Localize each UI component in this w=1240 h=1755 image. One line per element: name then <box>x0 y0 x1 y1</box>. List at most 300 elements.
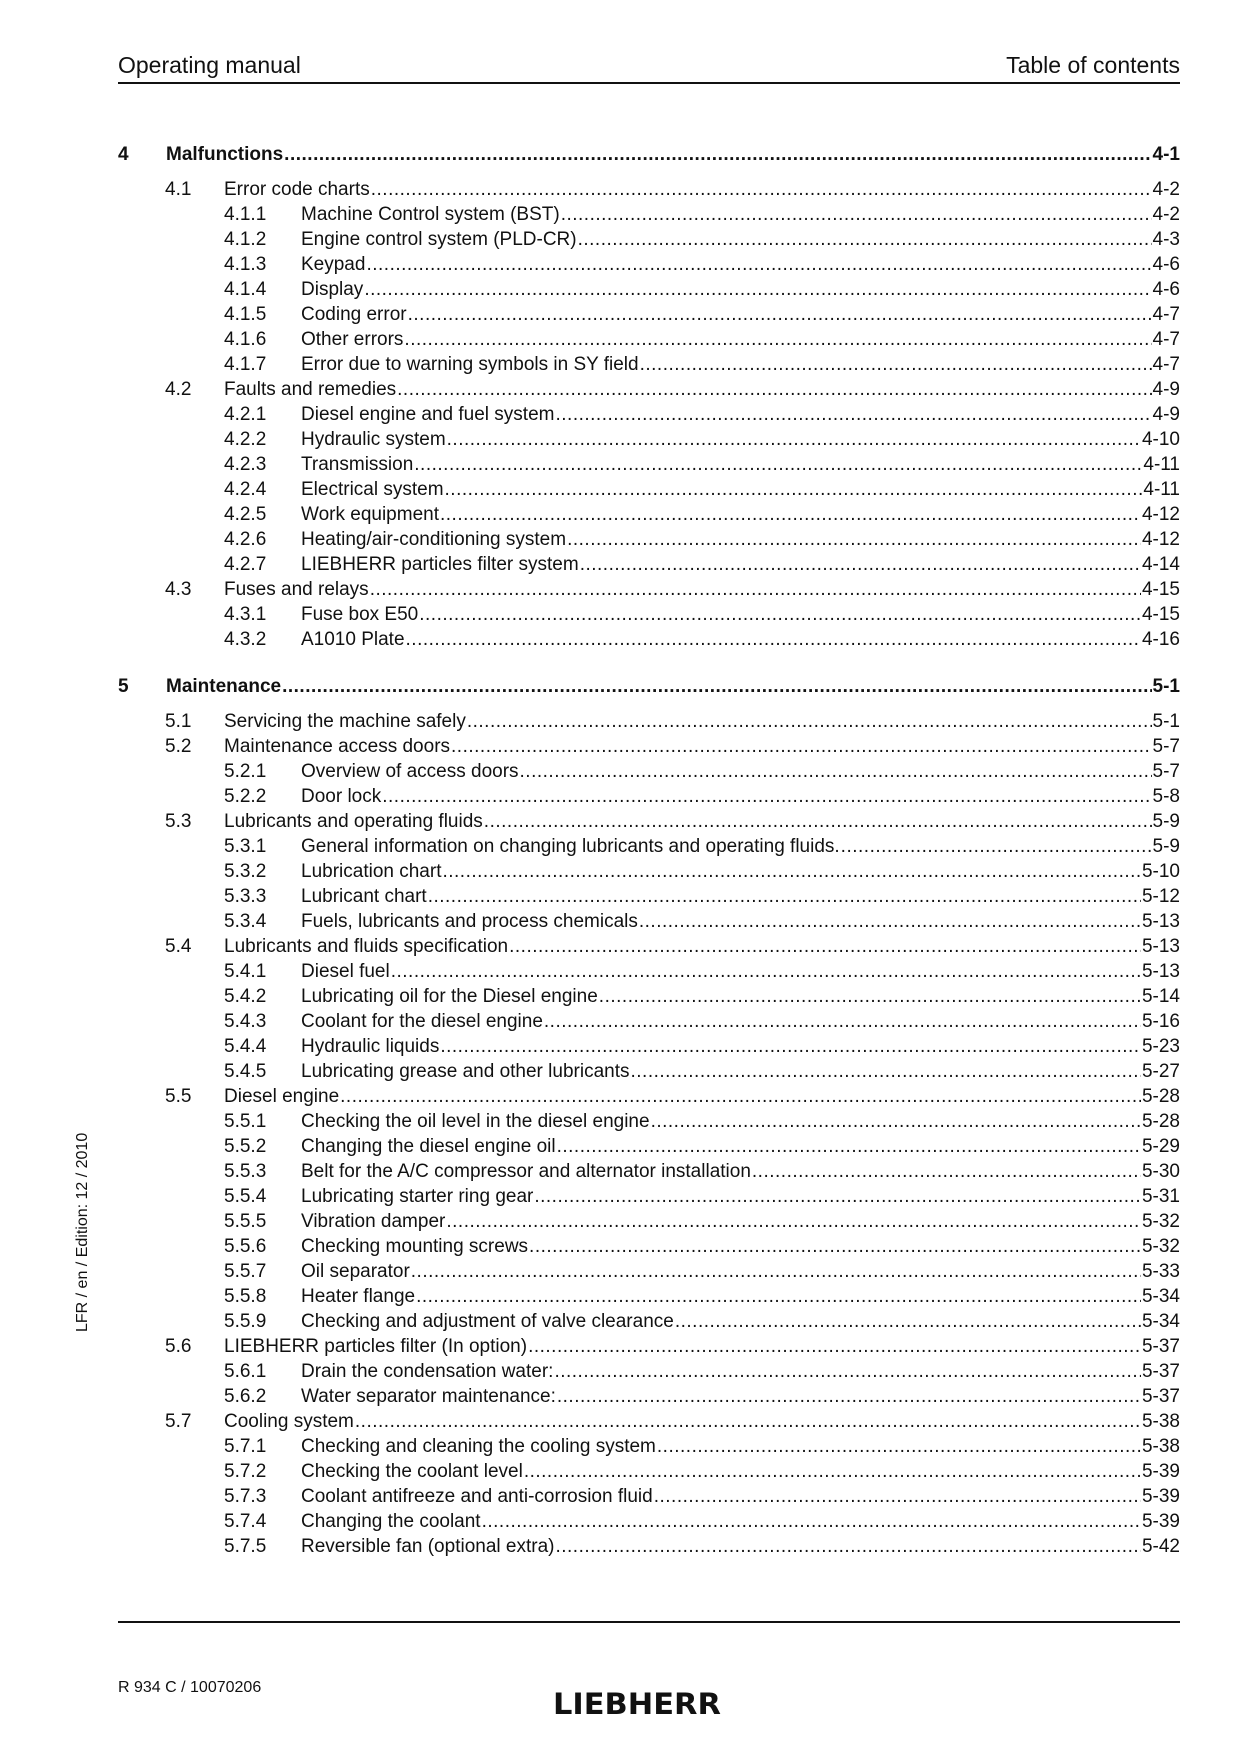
dot-leader <box>630 1059 1140 1084</box>
toc-subsection[interactable] <box>118 1459 1180 1484</box>
entry-label-row <box>301 884 1180 909</box>
chapter-page: 5-1 <box>1152 676 1180 697</box>
toc-subsection[interactable] <box>118 302 1180 327</box>
dot-leader <box>440 1034 1141 1059</box>
entry-number: 4.1 <box>165 179 192 200</box>
manual-title: Operating manual <box>118 52 301 78</box>
entry-page: 4-15 <box>1141 579 1180 600</box>
chapter-page: 4-1 <box>1152 144 1180 165</box>
entry-number: 5.5.5 <box>224 1211 267 1232</box>
entry-label-row <box>301 1184 1180 1209</box>
toc-subsection[interactable] <box>118 227 1180 252</box>
entry-page: 5-9 <box>1152 811 1180 832</box>
entry-number: 5.5.2 <box>224 1136 267 1157</box>
toc-subsection[interactable] <box>118 1359 1180 1384</box>
entry-label-row <box>224 377 1180 402</box>
toc-section[interactable] <box>118 1084 1180 1109</box>
entry-page: 5-37 <box>1141 1361 1180 1382</box>
dot-leader <box>419 602 1141 627</box>
dot-leader <box>404 327 1151 352</box>
dot-leader <box>555 1534 1141 1559</box>
entry-number: 4.3.1 <box>224 604 267 625</box>
entry-page: 4-15 <box>1141 604 1180 625</box>
entry-number: 4.2.2 <box>224 429 267 450</box>
toc-subsection[interactable] <box>118 834 1180 859</box>
entry-page: 5-7 <box>1152 761 1180 782</box>
entry-label-row <box>301 402 1180 427</box>
entry-page: 4-12 <box>1141 504 1180 525</box>
entry-title: Fuses and relays <box>224 579 369 600</box>
dot-leader <box>416 1284 1141 1309</box>
entry-label-row <box>301 627 1180 652</box>
entry-label-row <box>301 527 1180 552</box>
toc-subsection[interactable] <box>118 527 1180 552</box>
entry-label-row <box>224 709 1180 734</box>
dot-leader <box>371 177 1152 202</box>
entry-label-row <box>224 1409 1180 1434</box>
chapter-number: 5 <box>118 676 129 697</box>
entry-title: Keypad <box>301 254 366 275</box>
entry-label-row <box>301 502 1180 527</box>
toc-section[interactable] <box>118 177 1180 202</box>
document-id: R 934 C / 10070206 <box>118 1679 262 1696</box>
entry-label-row <box>301 1059 1180 1084</box>
dot-leader <box>445 477 1143 502</box>
dot-leader <box>528 1334 1141 1359</box>
entry-number: 5.6 <box>165 1336 192 1357</box>
entry-page: 5-28 <box>1141 1086 1180 1107</box>
dot-leader <box>599 984 1141 1009</box>
toc-subsection[interactable] <box>118 859 1180 884</box>
entry-label-row <box>301 452 1180 477</box>
entry-page: 5-38 <box>1141 1436 1180 1457</box>
entry-number: 4.2.1 <box>224 404 267 425</box>
dot-leader <box>484 809 1152 834</box>
entry-number: 4.2.4 <box>224 479 267 500</box>
dot-leader <box>451 734 1152 759</box>
entry-title: Door lock <box>301 786 382 807</box>
entry-page: 4-14 <box>1141 554 1180 575</box>
entry-page: 5-13 <box>1141 961 1180 982</box>
entry-label-row <box>301 1109 1180 1134</box>
toc-subsection[interactable] <box>118 1009 1180 1034</box>
toc-subsection[interactable] <box>118 202 1180 227</box>
toc-subsection[interactable] <box>118 252 1180 277</box>
entry-label-row <box>301 984 1180 1009</box>
entry-number: 5.5.4 <box>224 1186 267 1207</box>
dot-leader <box>482 1509 1141 1534</box>
toc-subsection[interactable] <box>118 427 1180 452</box>
dot-leader <box>752 1159 1141 1184</box>
toc-section[interactable] <box>118 577 1180 602</box>
entry-page: 4-11 <box>1143 454 1180 475</box>
entry-page: 5-12 <box>1141 886 1180 907</box>
entry-number: 5.4.2 <box>224 986 267 1007</box>
dot-leader <box>557 1384 1141 1409</box>
entry-title: Fuse box E50 <box>301 604 419 625</box>
entry-label-row <box>301 1484 1180 1509</box>
entry-page: 5-34 <box>1141 1286 1180 1307</box>
entry-page: 4-16 <box>1141 629 1180 650</box>
entry-number: 5.4.1 <box>224 961 267 982</box>
toc-subsection[interactable] <box>118 1159 1180 1184</box>
entry-number: 5.5.9 <box>224 1311 267 1332</box>
entry-number: 5.5.8 <box>224 1286 267 1307</box>
entry-page: 5-37 <box>1141 1336 1180 1357</box>
entry-title: Coolant antifreeze and anti-corrosion fluid <box>301 1486 653 1507</box>
toc-subsection[interactable] <box>118 884 1180 909</box>
entry-number: 5.7.1 <box>224 1436 267 1457</box>
toc-section[interactable] <box>118 1334 1180 1359</box>
dot-leader <box>408 302 1152 327</box>
entry-page: 5-8 <box>1152 786 1180 807</box>
entry-title: Drain the condensation water: <box>301 1361 554 1382</box>
toc-subsection[interactable] <box>118 1134 1180 1159</box>
entry-label-row <box>301 1209 1180 1234</box>
toc-subsection[interactable] <box>118 627 1180 652</box>
entry-label-row <box>224 934 1180 959</box>
toc-section[interactable] <box>118 934 1180 959</box>
entry-number: 4.1.3 <box>224 254 267 275</box>
entry-page: 5-29 <box>1141 1136 1180 1157</box>
entry-page: 5-28 <box>1141 1111 1180 1132</box>
toc-subsection[interactable] <box>118 502 1180 527</box>
entry-number: 4.2.3 <box>224 454 267 475</box>
entry-title: Diesel engine <box>224 1086 340 1107</box>
entry-title: LIEBHERR particles filter (In option) <box>224 1336 528 1357</box>
dot-leader <box>397 377 1151 402</box>
toc-subsection[interactable] <box>118 1234 1180 1259</box>
toc-subsection[interactable] <box>118 602 1180 627</box>
entry-title: Checking the coolant level <box>301 1461 523 1482</box>
liebherr-logo: LIEBHERR <box>553 1687 721 1721</box>
entry-page: 5-32 <box>1141 1211 1180 1232</box>
dot-leader <box>442 859 1141 884</box>
toc-subsection[interactable] <box>118 327 1180 352</box>
entry-number: 5.2.1 <box>224 761 267 782</box>
entry-title: Transmission <box>301 454 414 475</box>
toc-subsection[interactable] <box>118 277 1180 302</box>
dot-leader <box>578 227 1152 252</box>
entry-page: 5-13 <box>1141 911 1180 932</box>
dot-leader <box>534 1184 1141 1209</box>
entry-label-row <box>301 1034 1180 1059</box>
entry-number: 5.4 <box>165 936 192 957</box>
entry-page: 5-39 <box>1141 1511 1180 1532</box>
entry-title: Coolant for the diesel engine <box>301 1011 543 1032</box>
entry-page: 5-42 <box>1141 1536 1180 1557</box>
entry-number: 5.7.2 <box>224 1461 267 1482</box>
entry-page: 5-16 <box>1141 1011 1180 1032</box>
entry-number: 4.2.6 <box>224 529 267 550</box>
entry-label-row <box>301 959 1180 984</box>
toc-chapter[interactable] <box>118 142 1180 167</box>
entry-number: 4.3 <box>165 579 192 600</box>
entry-label-row <box>301 759 1180 784</box>
entry-page: 5-30 <box>1141 1161 1180 1182</box>
dot-leader <box>382 784 1151 809</box>
entry-title: Checking the oil level in the diesel engine <box>301 1111 650 1132</box>
dot-leader <box>364 277 1151 302</box>
footer-divider <box>118 1621 1180 1623</box>
dot-leader <box>639 909 1141 934</box>
dot-leader <box>355 1409 1141 1434</box>
dot-leader <box>340 1084 1141 1109</box>
entry-label-row <box>301 1459 1180 1484</box>
toc-section[interactable] <box>118 377 1180 402</box>
entry-title: Reversible fan (optional extra) <box>301 1536 555 1557</box>
toc-subsection[interactable] <box>118 1509 1180 1534</box>
dot-leader <box>391 959 1141 984</box>
entry-label-row <box>301 1359 1180 1384</box>
toc-subsection[interactable] <box>118 1109 1180 1134</box>
toc-subsection[interactable] <box>118 784 1180 809</box>
toc-subsection[interactable] <box>118 1384 1180 1409</box>
entry-title: Other errors <box>301 329 404 350</box>
entry-number: 4.3.2 <box>224 629 267 650</box>
entry-label-row <box>301 552 1180 577</box>
entry-label-row <box>301 1134 1180 1159</box>
entry-page: 4-9 <box>1152 404 1180 425</box>
dot-leader <box>440 502 1141 527</box>
entry-page: 4-6 <box>1152 279 1180 300</box>
table-of-contents <box>118 142 1180 1559</box>
entry-title: Servicing the machine safely <box>224 711 466 732</box>
entry-title: Water separator maintenance: <box>301 1386 556 1407</box>
dot-leader <box>414 452 1142 477</box>
entry-label-row <box>301 1159 1180 1184</box>
entry-label-row <box>301 1009 1180 1034</box>
toc-subsection[interactable] <box>118 1484 1180 1509</box>
entry-title: Oil separator <box>301 1261 410 1282</box>
toc-subsection[interactable] <box>118 452 1180 477</box>
entry-page: 5-39 <box>1141 1486 1180 1507</box>
dot-leader <box>411 1259 1141 1284</box>
toc-subsection[interactable] <box>118 477 1180 502</box>
entry-label-row <box>301 202 1180 227</box>
entry-number: 5.3 <box>165 811 192 832</box>
entry-title: Heater flange <box>301 1286 416 1307</box>
toc-subsection[interactable] <box>118 552 1180 577</box>
entry-number: 4.2.7 <box>224 554 267 575</box>
toc-subsection[interactable] <box>118 1034 1180 1059</box>
entry-title: LIEBHERR particles filter system <box>301 554 579 575</box>
dot-leader <box>555 402 1151 427</box>
entry-number: 5.3.1 <box>224 836 267 857</box>
entry-page: 4-3 <box>1152 229 1180 250</box>
entry-number: 4.2.5 <box>224 504 267 525</box>
dot-leader <box>567 527 1141 552</box>
entry-number: 5.1 <box>165 711 192 732</box>
entry-title: Machine Control system (BST) <box>301 204 560 225</box>
entry-title: Diesel engine and fuel system <box>301 404 555 425</box>
entry-label-row <box>224 1084 1180 1109</box>
toc-subsection[interactable] <box>118 1309 1180 1334</box>
toc-section[interactable] <box>118 809 1180 834</box>
entry-label-row <box>224 577 1180 602</box>
dot-leader <box>529 1234 1141 1259</box>
page-header <box>118 52 1180 84</box>
dot-leader <box>657 1434 1141 1459</box>
dot-leader <box>544 1009 1141 1034</box>
entry-number: 5.5.1 <box>224 1111 267 1132</box>
dot-leader <box>509 934 1141 959</box>
toc-subsection[interactable] <box>118 1184 1180 1209</box>
entry-number: 5.4.5 <box>224 1061 267 1082</box>
entry-label-row <box>224 734 1180 759</box>
entry-title: Hydraulic liquids <box>301 1036 440 1057</box>
entry-number: 5.2.2 <box>224 786 267 807</box>
entry-label-row <box>301 352 1180 377</box>
dot-leader <box>366 252 1151 277</box>
toc-section[interactable] <box>118 1409 1180 1434</box>
dot-leader <box>561 202 1152 227</box>
toc-subsection[interactable] <box>118 1534 1180 1559</box>
entry-label-row <box>301 1434 1180 1459</box>
entry-title: Checking mounting screws <box>301 1236 529 1257</box>
entry-label-row <box>301 327 1180 352</box>
entry-page: 5-27 <box>1141 1061 1180 1082</box>
entry-number: 5.3.3 <box>224 886 267 907</box>
entry-title: Error due to warning symbols in SY field <box>301 354 639 375</box>
dot-leader <box>467 709 1152 734</box>
entry-title: Faults and remedies <box>224 379 397 400</box>
entry-label-row <box>301 227 1180 252</box>
entry-number: 4.1.2 <box>224 229 267 250</box>
entry-title: Overview of access doors <box>301 761 519 782</box>
entry-number: 5.5.7 <box>224 1261 267 1282</box>
entry-page: 5-38 <box>1141 1411 1180 1432</box>
entry-title: Display <box>301 279 364 300</box>
entry-title: Lubricating oil for the Diesel engine <box>301 986 598 1007</box>
entry-number: 4.1.1 <box>224 204 267 225</box>
entry-label-row <box>224 177 1180 202</box>
chapter-title: Malfunctions <box>166 144 284 165</box>
dot-leader <box>406 627 1141 652</box>
entry-page: 5-1 <box>1152 711 1180 732</box>
entry-label-row <box>301 1309 1180 1334</box>
entry-label-row <box>301 1259 1180 1284</box>
dot-leader <box>554 1359 1141 1384</box>
entry-number: 4.1.7 <box>224 354 267 375</box>
entry-label-row <box>224 809 1180 834</box>
entry-label-row <box>301 1234 1180 1259</box>
entry-title: Work equipment <box>301 504 439 525</box>
entry-page: 4-7 <box>1152 329 1180 350</box>
entry-number: 4.1.6 <box>224 329 267 350</box>
toc-subsection[interactable] <box>118 959 1180 984</box>
entry-number: 4.2 <box>165 379 192 400</box>
entry-label-row <box>301 602 1180 627</box>
entry-number: 4.1.4 <box>224 279 267 300</box>
entry-label-row <box>301 859 1180 884</box>
entry-number: 5.3.2 <box>224 861 267 882</box>
entry-number: 5.7.4 <box>224 1511 267 1532</box>
entry-title: Heating/air-conditioning system <box>301 529 567 550</box>
chapter-label-row <box>166 142 1180 167</box>
chapter-label-row <box>166 674 1180 699</box>
toc-subsection[interactable] <box>118 1284 1180 1309</box>
dot-leader <box>428 884 1141 909</box>
dot-leader <box>654 1484 1141 1509</box>
entry-number: 5.7.5 <box>224 1536 267 1557</box>
edition-note: LFR / en / Edition: 12 / 2010 <box>74 1132 91 1332</box>
entry-page: 4-11 <box>1143 479 1180 500</box>
entry-title: Lubricants and fluids specification <box>224 936 509 957</box>
entry-page: 5-34 <box>1141 1311 1180 1332</box>
entry-title: Belt for the A/C compressor and alternator installation <box>301 1161 751 1182</box>
toc-subsection[interactable] <box>118 909 1180 934</box>
entry-title: Cooling system <box>224 1411 354 1432</box>
entry-page: 5-9 <box>1152 836 1180 857</box>
entry-page: 4-7 <box>1152 354 1180 375</box>
dot-leader <box>640 352 1152 377</box>
entry-label-row <box>301 909 1180 934</box>
section-title: Table of contents <box>1006 52 1180 78</box>
entry-page: 4-2 <box>1152 179 1180 200</box>
entry-title: Changing the diesel engine oil <box>301 1136 556 1157</box>
entry-page: 4-9 <box>1152 379 1180 400</box>
toc-subsection[interactable] <box>118 1259 1180 1284</box>
toc-subsection[interactable] <box>118 1434 1180 1459</box>
entry-number: 5.4.3 <box>224 1011 267 1032</box>
dot-leader <box>841 834 1152 859</box>
entry-page: 5-33 <box>1141 1261 1180 1282</box>
chapter-title: Maintenance <box>166 676 282 697</box>
entry-page: 5-7 <box>1152 736 1180 757</box>
entry-title: Lubrication chart <box>301 861 442 882</box>
entry-title: Checking and adjustment of valve clearance <box>301 1311 674 1332</box>
dot-leader <box>524 1459 1141 1484</box>
chapter-number: 4 <box>118 144 129 165</box>
entry-page: 4-10 <box>1141 429 1180 450</box>
entry-number: 5.5.3 <box>224 1161 267 1182</box>
entry-page: 5-23 <box>1141 1036 1180 1057</box>
entry-page: 5-31 <box>1141 1186 1180 1207</box>
entry-label-row <box>301 834 1180 859</box>
entry-label-row <box>301 427 1180 452</box>
entry-title: Maintenance access doors <box>224 736 451 757</box>
toc-subsection[interactable] <box>118 1059 1180 1084</box>
toc-subsection[interactable] <box>118 1209 1180 1234</box>
entry-title: General information on changing lubricants and operating fluids. <box>301 836 840 857</box>
entry-number: 5.5.6 <box>224 1236 267 1257</box>
toc-subsection[interactable] <box>118 402 1180 427</box>
entry-label-row <box>301 1534 1180 1559</box>
entry-title: Changing the coolant <box>301 1511 481 1532</box>
entry-page: 5-32 <box>1141 1236 1180 1257</box>
entry-number: 5.4.4 <box>224 1036 267 1057</box>
entry-page: 4-2 <box>1152 204 1180 225</box>
toc-subsection[interactable] <box>118 759 1180 784</box>
entry-label-row <box>301 1284 1180 1309</box>
entry-label-row <box>301 477 1180 502</box>
entry-title: Diesel fuel <box>301 961 390 982</box>
entry-page: 5-37 <box>1141 1386 1180 1407</box>
dot-leader <box>651 1109 1141 1134</box>
toc-subsection[interactable] <box>118 984 1180 1009</box>
entry-title: Fuels, lubricants and process chemicals <box>301 911 638 932</box>
toc-section[interactable] <box>118 709 1180 734</box>
toc-section[interactable] <box>118 734 1180 759</box>
dot-leader <box>675 1309 1141 1334</box>
dot-leader <box>557 1134 1141 1159</box>
entry-page: 5-14 <box>1141 986 1180 1007</box>
dot-leader <box>580 552 1141 577</box>
toc-chapter[interactable] <box>118 674 1180 699</box>
entry-title: A1010 Plate <box>301 629 405 650</box>
toc-subsection[interactable] <box>118 352 1180 377</box>
